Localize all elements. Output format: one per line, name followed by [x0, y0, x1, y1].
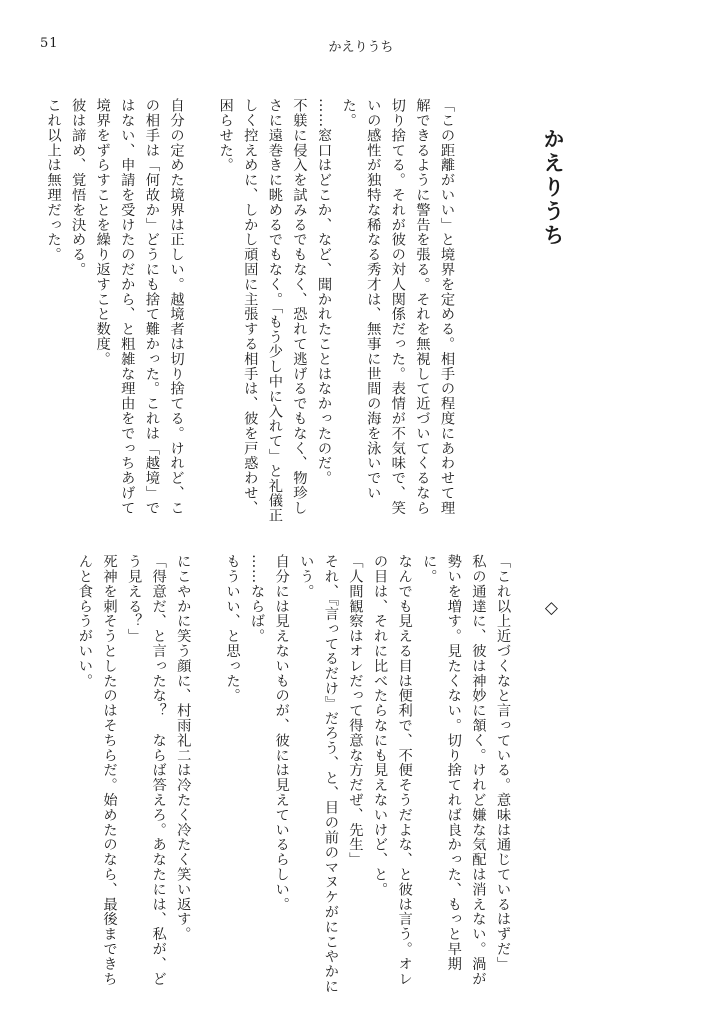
lower-text-block: [72, 554, 515, 994]
page-number: 51: [40, 36, 59, 51]
paragraph: 彼は諦め、覚悟を決める。: [70, 98, 87, 277]
paragraph: なんでも見える目は便利で、不便そうだよな、と彼は言う。オレの目は、それに比べたらなにも見えないけど、と。: [372, 554, 413, 987]
section-break-diamond: ◇: [544, 598, 558, 618]
paragraph: 自分には見えないものが、彼には見えているらしい。: [273, 554, 290, 912]
paragraph: それ、『言ってるだけ』だろう、と、目の前のマヌケがにこやかにいう。: [298, 554, 339, 994]
paragraph: ……窓口はどこか、など、聞かれたことはなかったのだ。: [316, 98, 333, 486]
paragraph: 「この距離がいい」と境界を定める。相手の程度にあわせて理解できるように警告を張る。それを無視して近づいてくるなら切り捨てる。それが彼の対人関係だった。表情が不気味で、笑いの感性が独特な稀なる秀才は、無事に世間の海を泳いでいた。: [340, 98, 455, 516]
paragraph: 不躾に侵入を試みるでもなく、恐れて逃げるでもなく、物珍しさに遠巻きに眺めるでもなく。「もう少し中に入れて」と礼儀正しく控えめに、しかし頑固に主張する相手は、彼を戸惑わせ、困らせた。: [217, 98, 308, 523]
paragraph: 死神を刺そうとしたのはそちらだ。始めたのなら、最後まできちんと食らうがいい。: [76, 554, 118, 987]
paragraph: 私の通達に、彼は神妙に頷く。けれど嫌な気配は消えない。渦が勢いを増す。見たくない。切り捨てれば良かった、もっと早期に。: [421, 554, 487, 987]
paragraph: 「得意だ、と言ったな？ ならば答えろ。あなたには、私が、どう見える？」: [126, 554, 167, 987]
paragraph: 自分の定めた境界は正しい。越境者は切り捨てる。けれど、この相手は「何故か」どうにも捨て難かった。これは「越境」ではない、申請を受けたのだから、と粗雑な理由をでっちあげて境界をずらすことを繰り返すこと数度。: [94, 98, 185, 516]
upper-text-block: [41, 98, 459, 528]
paragraph: 「人間観察はオレだって得意な方だぜ、先生」: [347, 554, 364, 867]
blank-line: [188, 98, 213, 528]
paragraph: ……ならば。: [249, 554, 266, 644]
paragraph: もういい、と思った。: [224, 554, 241, 703]
paragraph: にこやかに笑う顔に、村雨礼二は冷たく冷たく笑い返す。: [175, 554, 192, 942]
chapter-title: かえりうち: [541, 128, 565, 248]
paragraph: 「これ以上近づくなと言っている。意味は通じているはずだ」: [495, 554, 511, 972]
running-header: かえりうち: [328, 40, 394, 55]
paragraph: これ以上は無理だった。: [45, 98, 62, 262]
blank-line: [195, 554, 220, 994]
